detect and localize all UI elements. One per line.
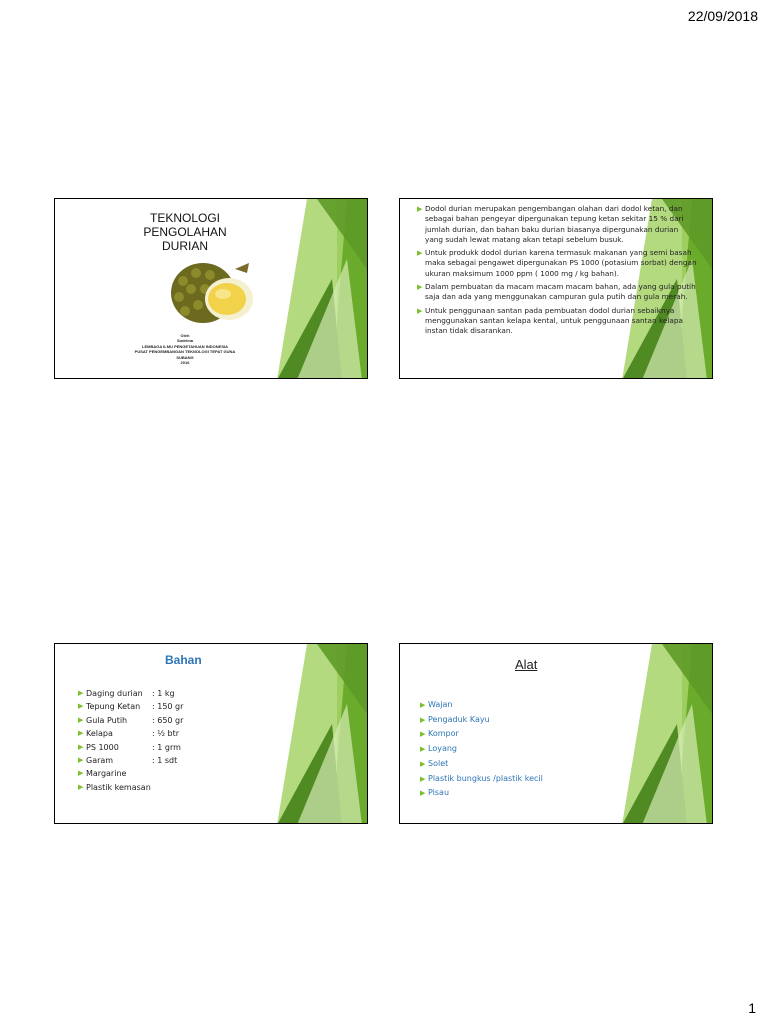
ingredient-item — [78, 727, 183, 740]
author-credit — [85, 333, 285, 365]
tool-item — [420, 727, 543, 742]
bullet-arrow-icon: ▶ — [78, 742, 84, 751]
bullet-item — [417, 306, 697, 337]
bullet-text: Untuk produkk dodol durian karena termasuk makanan yang semi basah maka sebagai pengawet dipergunakan PS 1000 (potasium sorbat) dengan ukuran maksimum 1000 ppm ( 1000 mg / kg bahan). — [425, 248, 697, 278]
title-line-1: TEKNOLOGI PENGOLAHAN — [143, 211, 227, 239]
tool-item — [420, 757, 543, 772]
alat-title: Alat — [515, 657, 538, 672]
credit-line: 2016 — [180, 360, 190, 366]
bullet-arrow-icon: ▶ — [420, 730, 426, 739]
tool-name: Kompor — [428, 729, 459, 739]
bullet-arrow-icon: ▶ — [78, 689, 84, 697]
slide-title — [54, 198, 368, 379]
bullet-item — [417, 248, 697, 279]
tool-item — [420, 742, 543, 757]
ingredient-qty: : 150 gr — [152, 702, 184, 712]
ingredient-name: Daging durian — [86, 689, 143, 698]
tool-item — [420, 772, 543, 787]
green-facet-decoration — [622, 644, 712, 824]
ingredient-item — [78, 687, 183, 700]
ingredient-item — [78, 714, 183, 727]
credit-line: LEMBAGA ILMU PENGETAHUAN INDONESIA — [142, 343, 228, 349]
credit-line: SUBANG — [176, 354, 194, 360]
tool-name: Wajan — [428, 700, 453, 709]
credit-line: Sudrima — [176, 338, 193, 344]
tool-name: Pisau — [428, 788, 450, 798]
bullet-item — [417, 282, 697, 303]
print-date: 22/09/2018 — [687, 8, 758, 24]
title-line-2: DURIAN — [161, 239, 208, 253]
bullet-arrow-icon: ▶ — [420, 745, 426, 754]
ingredient-item — [78, 741, 183, 754]
bullet-arrow-icon: ▶ — [420, 774, 426, 783]
bullet-text: Dodol durian merupakan pengembangan olahan dari dodol ketan, dan sebagai bahan pengeyar dipergunakan tepung ketan sekitar 15 % dari jumlah durian, dan bahan baku durian biasanya dipergunakan durian yang sudah lewat matang akan tetapi sebelum busuk. — [425, 204, 684, 244]
ingredient-qty: : 1 grm — [152, 742, 181, 752]
ingredient-name: Margarine — [86, 769, 127, 779]
tool-name: Plastik bungkus /plastik kecil — [428, 773, 543, 783]
bullet-arrow-icon: ▶ — [417, 306, 423, 315]
slide-bahan — [54, 643, 368, 824]
description-bullets — [417, 204, 697, 340]
bullet-arrow-icon: ▶ — [78, 782, 84, 791]
ingredient-name: Kelapa — [86, 729, 113, 739]
bullet-arrow-icon: ▶ — [78, 769, 84, 778]
ingredient-item — [78, 700, 183, 713]
bullet-arrow-icon: ▶ — [78, 715, 84, 724]
tool-list — [420, 698, 543, 801]
bullet-arrow-icon: ▶ — [420, 715, 426, 724]
ingredient-name: Garam — [86, 756, 114, 766]
ingredient-qty: : 1 kg — [152, 689, 175, 698]
bullet-arrow-icon: ▶ — [420, 759, 426, 768]
ingredient-item — [78, 767, 183, 780]
tool-item — [420, 698, 543, 713]
bullet-item — [417, 204, 697, 245]
slide-alat — [399, 643, 713, 824]
bullet-arrow-icon: ▶ — [78, 729, 84, 738]
bullet-arrow-icon: ▶ — [417, 205, 423, 213]
bullet-arrow-icon: ▶ — [420, 701, 426, 709]
ingredient-list — [78, 687, 183, 794]
tool-name: Pengaduk Kayu — [428, 714, 490, 724]
bahan-title: Bahan — [165, 653, 202, 667]
tool-item — [420, 786, 543, 801]
tool-name: Solet — [428, 758, 449, 768]
bullet-arrow-icon: ▶ — [420, 789, 426, 798]
page-number: 1 — [748, 1000, 756, 1016]
green-facet-decoration — [277, 644, 367, 824]
ingredient-qty: : 650 gr — [152, 715, 184, 725]
credit-line: PUSAT PENGEMBANGAN TEKNOLOGI TEPAT GUNA — [134, 349, 236, 355]
bullet-arrow-icon: ▶ — [417, 249, 423, 258]
ingredient-item — [78, 781, 183, 794]
tool-item — [420, 713, 543, 728]
bullet-arrow-icon: ▶ — [417, 283, 423, 292]
slide-description — [399, 198, 713, 379]
ingredient-qty: : ½ btr — [152, 729, 180, 739]
credit-line: Oleh — [180, 333, 190, 338]
bullet-arrow-icon: ▶ — [78, 702, 84, 711]
ingredient-qty: : 1 sdt — [152, 756, 178, 766]
ingredient-name: Plastik kemasan — [86, 782, 151, 792]
bullet-arrow-icon: ▶ — [78, 756, 84, 765]
ingredient-item — [78, 754, 183, 767]
ingredient-name: Tepung Ketan — [86, 702, 141, 712]
bullet-text: Untuk penggunaan santan pada pembuatan dodol durian sebaiknya menggunakan santan kelapa kental, untuk penggunaan santan kelapa instan tidak disarankan. — [425, 305, 684, 336]
bullet-text: Dalam pembuatan da macam macam macam bahan, ada yang gula putih saja dan ada yang menggunakan campuran gula putih dan gula merah. — [425, 282, 696, 302]
green-facet-decoration — [277, 199, 367, 379]
ingredient-name: Gula Putih — [86, 715, 128, 725]
durian-fruit-image — [163, 261, 263, 329]
slide-title-text — [125, 211, 245, 253]
tool-name: Loyang — [428, 744, 457, 754]
ingredient-name: PS 1000 — [86, 742, 119, 752]
